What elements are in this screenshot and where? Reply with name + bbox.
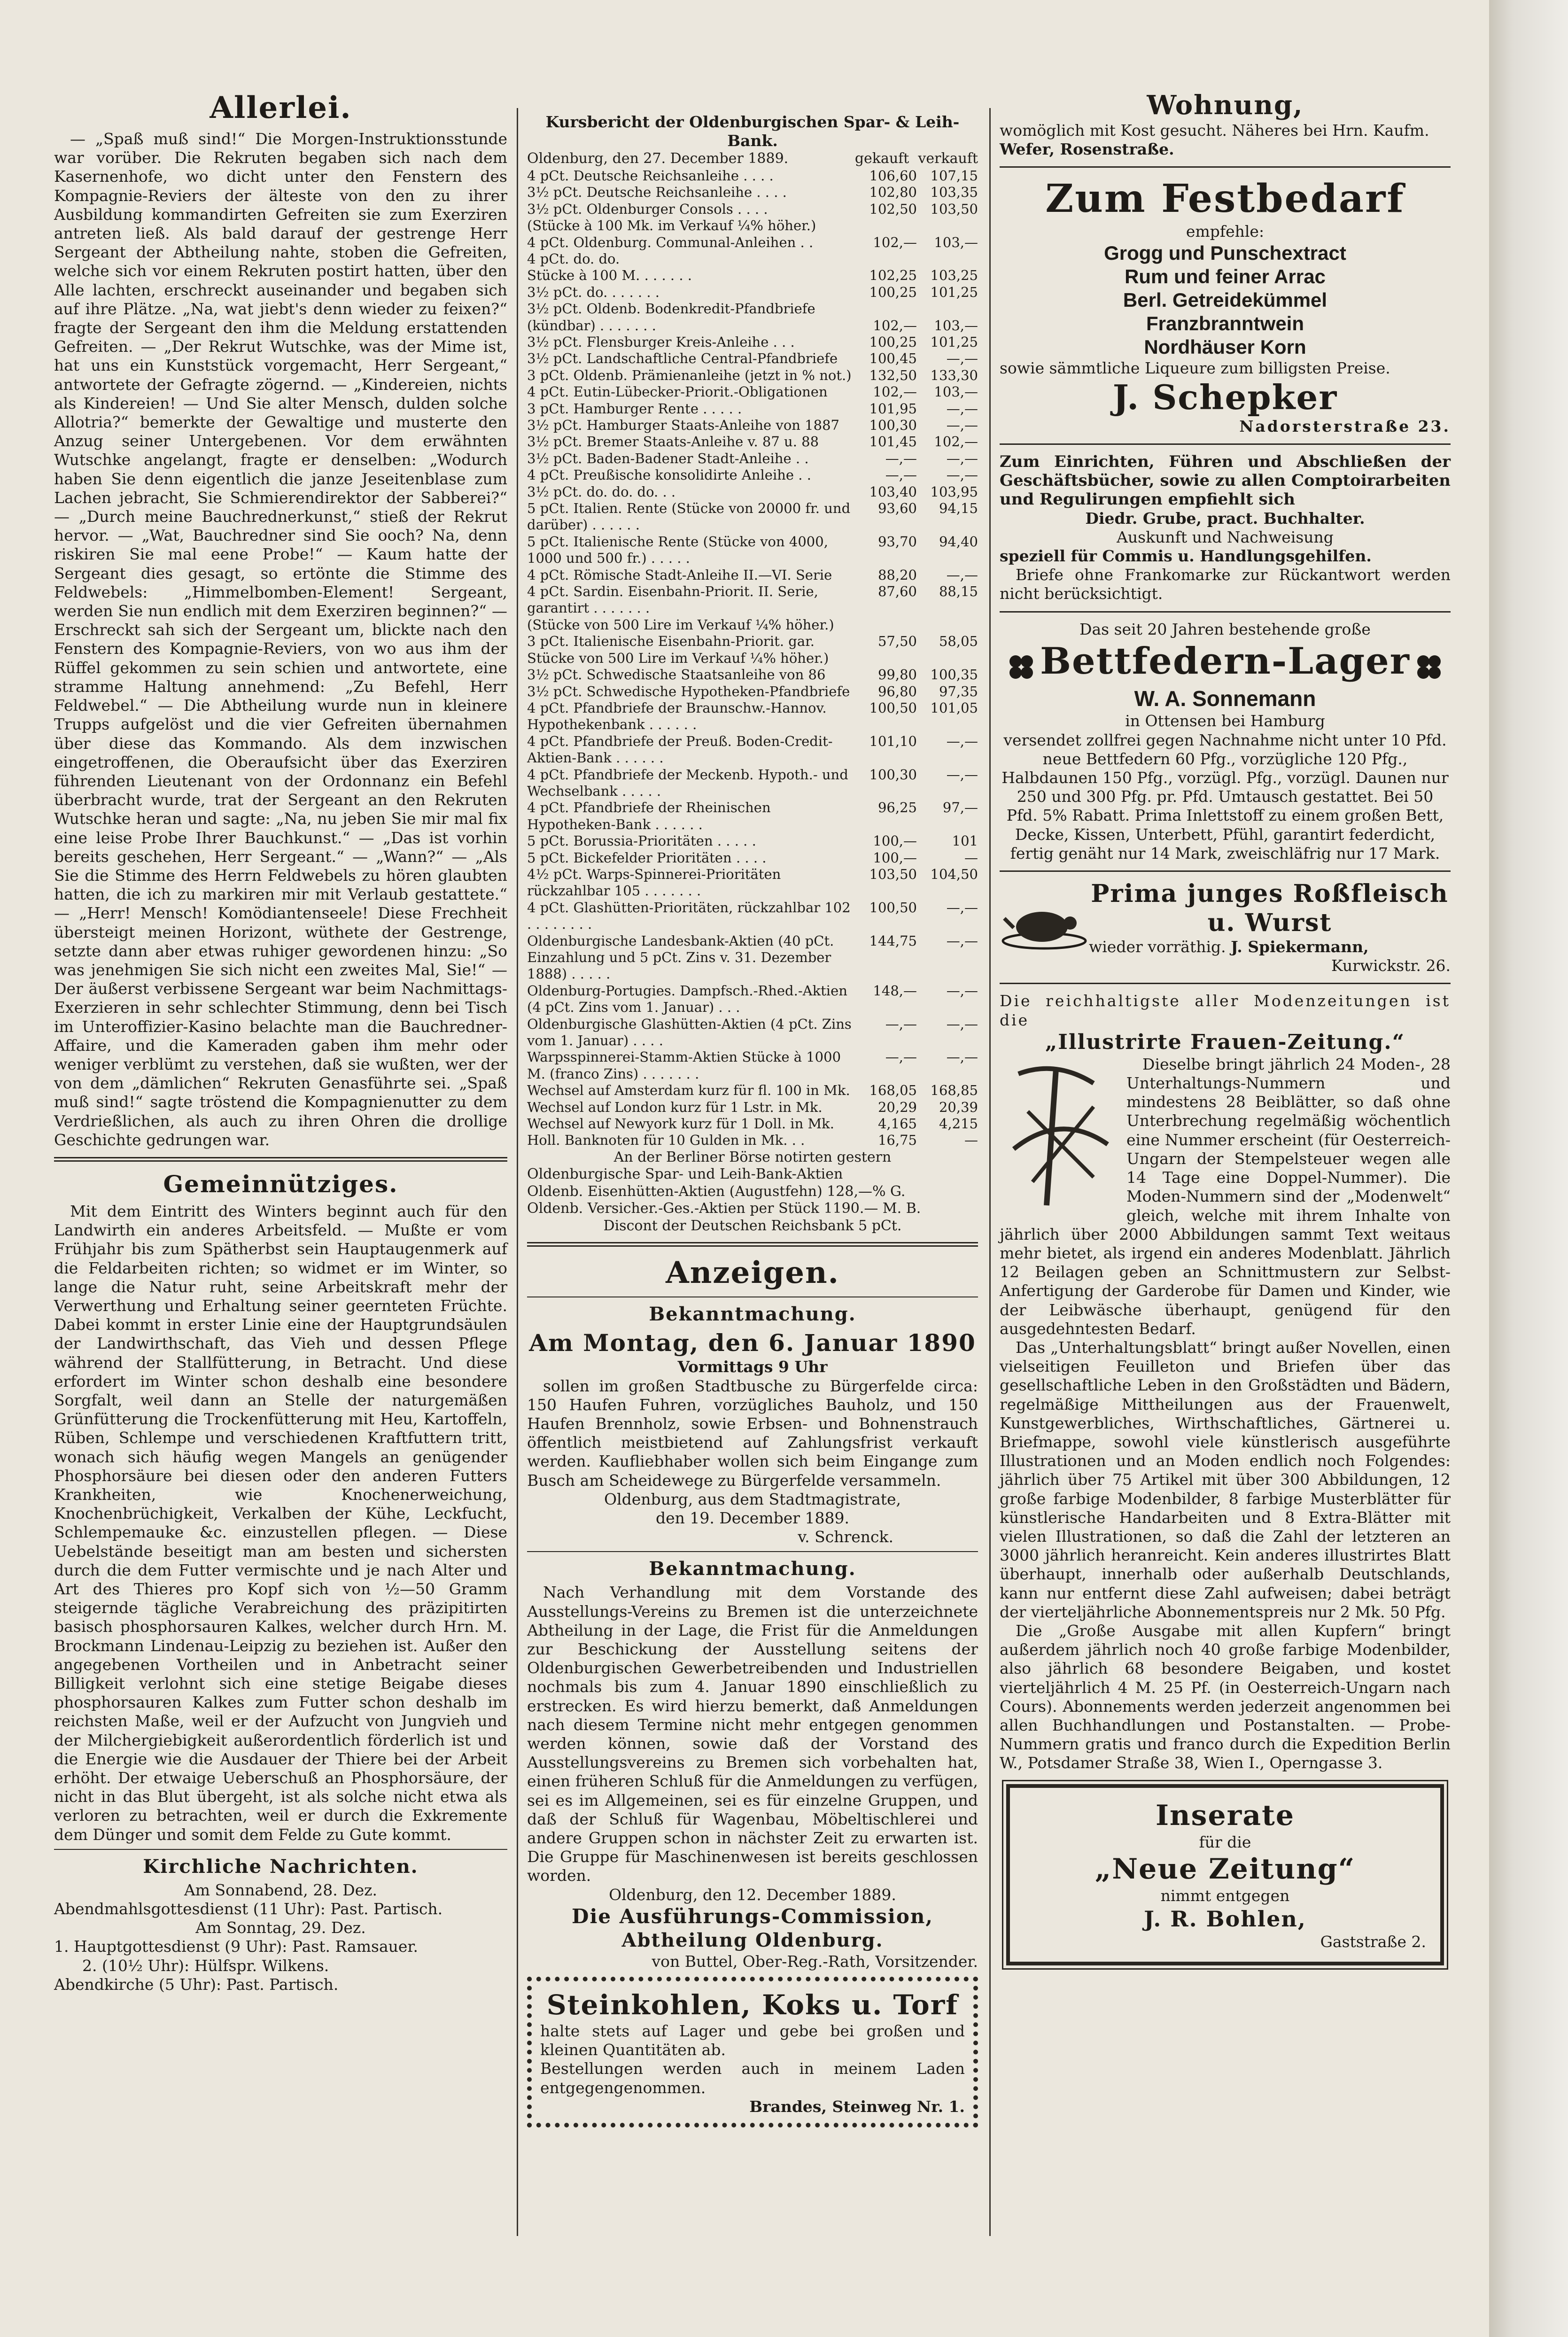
- bond-bought: 132,50: [869, 367, 917, 383]
- bond-row: [527, 633, 978, 650]
- bond-row: [527, 583, 978, 617]
- bond-sold: [917, 217, 978, 234]
- bond-row: [527, 1116, 978, 1132]
- bond-sold: —,—: [946, 567, 978, 583]
- bond-bought: 144,75: [869, 932, 917, 949]
- bond-bought: —,—: [885, 450, 917, 466]
- bond-row: [527, 833, 978, 849]
- column-rule: [989, 108, 991, 2236]
- bond-row: [527, 567, 978, 583]
- kirchliche-heading: Kirchliche Nachrichten.: [143, 1855, 419, 1878]
- bond-sold: —,—: [946, 733, 978, 749]
- bond-name: 3 pCt. Oldenb. Prämienanleihe (jetzt in % not.): [527, 367, 852, 383]
- bond-bought: 148,—: [873, 982, 917, 999]
- section-divider: [1000, 443, 1451, 445]
- bond-sold: 100,35: [930, 667, 978, 683]
- bond-row: [527, 1132, 978, 1149]
- grube-text: Zum Einrichten, Führen und Abschließen der Geschäftsbücher, sowie zu allen Comptoirarbeiten und Regulirungen empfiehlt sich: [1000, 452, 1451, 509]
- bekanntmachung-2-sign-2: Die Ausführungs-Commission,: [572, 1904, 933, 1928]
- bond-sold: —,—: [946, 1016, 978, 1032]
- bond-sold: 101,25: [930, 334, 978, 350]
- bond-name: 3½ pCt. Schwedische Staatsanleihe von 86: [527, 667, 826, 683]
- bond-row: [527, 733, 978, 767]
- bond-bought: 102,25: [869, 267, 917, 284]
- bond-sold: 101: [952, 833, 978, 849]
- bond-name: 3 pCt. Italienische Eisenbahn-Priorit. gar.: [527, 633, 815, 650]
- bekanntmachung-1-heading: Bekanntmachung.: [649, 1303, 856, 1326]
- bettfedern-text: versendet zollfrei gegen Nachnahme nicht unter 10 Pfd. neue Bettfedern 60 Pfg., vorzügliche 120 Pfg., Halbdaunen 150 Pfg., vorzügl. Pfg., vorzügl. Daunen nur 250 und 300 Pfg. pr. Pfd. Umtausch gestattet. Bei 50 Pfd. 5% Rabatt. Prima Inlettstoff zu einem großen Bett, Decke, Kissen, Unterbett, Pfühl, garantirt federdicht, fertig genäht nur 14 Mark, zweischläfrig nur 17 Mark.: [1001, 730, 1449, 862]
- bond-bought: 102,—: [873, 234, 917, 250]
- bond-row: [527, 534, 978, 567]
- section-divider: [527, 1242, 978, 1247]
- ham-illustration-icon: [1000, 900, 1089, 955]
- allerlei-heading: Allerlei.: [210, 90, 352, 125]
- bond-name: 3½ pCt. Baden-Badener Stadt-Anleihe . .: [527, 450, 809, 466]
- bond-name: 3½ pCt. Hamburger Staats-Anleihe von 1887: [527, 417, 839, 433]
- bond-name: 5 pCt. Italien. Rente (Stücke von 20000 fr. und darüber) . . . . . .: [527, 500, 851, 533]
- bekanntmachung-2-sign-1: Oldenburg, den 12. December 1889.: [609, 1885, 896, 1904]
- bond-row: [527, 217, 978, 234]
- bekanntmachung-1-time: Vormittags 9 Uhr: [677, 1358, 828, 1376]
- bond-name: 4 pCt. Römische Stadt-Anleihe II.—VI. Serie: [527, 567, 832, 583]
- bond-bought: 57,50: [877, 633, 917, 650]
- festbedarf-heading: Zum Festbedarf: [1045, 176, 1405, 222]
- bond-row: [527, 700, 978, 733]
- bond-name: 4 pCt. Eutin-Lübecker-Priorit.-Obligationen: [527, 384, 828, 400]
- flower-ornament-icon: [1007, 653, 1035, 685]
- bond-name: Wechsel auf Amsterdam kurz für fl. 100 in Mk.: [527, 1082, 850, 1099]
- schepker-address: Nadorsterstraße 23.: [1239, 417, 1451, 435]
- bond-bought: 99,80: [877, 667, 917, 683]
- bond-bought: 101,10: [869, 733, 917, 749]
- bettfedern-intro: Das seit 20 Jahren bestehende große: [1079, 620, 1371, 638]
- bond-sold: 101,05: [930, 699, 978, 716]
- bond-sold: 103,25: [930, 267, 978, 284]
- bond-sold: —,—: [946, 450, 978, 466]
- bond-sold: —,—: [946, 417, 978, 433]
- bond-bought: 100,30: [869, 417, 917, 433]
- bond-row: [527, 301, 978, 317]
- bond-bought: 100,45: [869, 350, 917, 367]
- bond-bought: 87,60: [877, 583, 917, 600]
- inserate-address: Gaststraße 2.: [1320, 1933, 1426, 1951]
- bond-sold: —: [964, 1132, 978, 1149]
- column-middle: [527, 113, 978, 2133]
- festbedarf-item: Grogg und Punschextract: [1104, 241, 1346, 264]
- grube-name: Diedr. Grube, pract. Buchhalter.: [1085, 509, 1365, 528]
- bond-sold: —,—: [946, 766, 978, 783]
- bond-row: [527, 1082, 978, 1099]
- bond-row: [527, 318, 978, 334]
- bond-sold: 103,—: [934, 234, 978, 250]
- bond-sold: —,—: [946, 982, 978, 999]
- berliner-line-1: An der Berliner Börse notirten gestern: [613, 1149, 892, 1165]
- bond-row: [527, 1016, 978, 1049]
- bond-bought: 103,50: [869, 866, 917, 882]
- inserate-fuer: für die: [1199, 1832, 1251, 1851]
- bond-sold: 103,35: [930, 184, 978, 201]
- bond-bought: [856, 617, 917, 633]
- bond-bought: [856, 217, 917, 234]
- rossfleisch-ad: [1000, 879, 1451, 975]
- bond-name: 4½ pCt. Warps-Spinnerei-Prioritäten rückzahlbar 105 . . . . . . .: [527, 866, 781, 899]
- bond-name: Oldenburgische Glashütten-Aktien (4 pCt. Zins vom 1. Januar) . . . .: [527, 1016, 852, 1049]
- section-divider: [527, 1551, 978, 1552]
- bond-sold: 101,25: [930, 284, 978, 300]
- bond-sold: 94,40: [939, 533, 978, 550]
- bond-bought: 101,45: [869, 434, 917, 450]
- bond-row: [527, 683, 978, 700]
- bond-row: [527, 617, 978, 633]
- anzeigen-heading: Anzeigen.: [666, 1255, 839, 1291]
- bond-sold: 103,50: [930, 201, 978, 217]
- kurs-header-bought: gekauft: [854, 150, 909, 167]
- steinkohlen-sign: Brandes, Steinweg Nr. 1.: [749, 2097, 965, 2116]
- bond-sold: 88,15: [939, 583, 978, 600]
- column-left: [54, 89, 507, 1994]
- bond-name: 3½ pCt. Deutsche Reichsanleihe . . . .: [527, 184, 787, 201]
- bettfedern-place: in Ottensen bei Hamburg: [1125, 712, 1325, 730]
- bond-row: [527, 650, 978, 667]
- bond-sold: 97,—: [942, 800, 978, 816]
- bond-sold: —,—: [946, 350, 978, 367]
- bond-bought: [856, 301, 917, 317]
- bond-bought: 100,50: [869, 899, 917, 916]
- bond-name: 4 pCt. Glashütten-Prioritäten, rückzahlbar 102 . . . . . . . .: [527, 899, 851, 932]
- bond-sold: 102,—: [934, 434, 978, 450]
- bond-sold: 168,85: [930, 1082, 978, 1099]
- bond-sold: —,—: [946, 932, 978, 949]
- bond-bought: 102,80: [869, 184, 917, 201]
- bond-row: [527, 767, 978, 800]
- bond-sold: [917, 617, 978, 633]
- discont-line: Discont der Deutschen Reichsbank 5 pCt.: [603, 1217, 902, 1234]
- grube-t3: speziell für Commis u. Handlungsgehilfen.: [1000, 547, 1372, 566]
- page-edge: [1489, 0, 1568, 2337]
- gemeinnuetziges-text: Mit dem Eintritt des Winters beginnt auch für den Landwirth ein anderes Arbeitsfeld. — Mußte er vom Frühjahr bis zum Spätherbst sein Hauptaugenmerk auf die Feldarbeiten richten; so widmet er im Winter, so lange die Natur ruht, seine Arbeitskraft mehr der Verwerthung und Erhaltung seiner geernteten Früchte. Dabei kommt in erster Linie eine der Hauptgrundsäulen der Landwirthschaft, das Vieh und dessen Pflege während der Stallfütterung, in Betracht. Und diese erfordert im Winter schon deshalb eine besondere Sorgfalt, weil dann an Stelle der naturgemäßen Grünfütterung die Trockenfütterung mit Heu, Kartoffeln, Rüben, Schlempe und verschiedenen Kraftfuttern tritt, wonach sich häufig wegen Mangels an genügender Phosphorsäure bei diesen oder den anderen Futters Krankheiten, wie Knochenerweichung, Knochenbrüchigkeit, Verkalben der Kühe, Leckfucht, Schlempemauke &c. einzustellen pflegen. — Diese Uebelstände beseitigt man am besten und sichersten durch die dem Futter vermischte und je nach Alter und Art des Thieres pro Kopf sich von ½—50 Gramm steigernde tägliche Verabreichung des präzipitirten basisch phosphorsauren Kalkes, welcher durch Hrn. M. Brockmann Lindenau-Leipzig zu beziehen ist. Außer den angegebenen Vortheilen und in Anbetracht seiner Billigkeit verlohnt sich eine stetige Beigabe dieses phosphorsauren Kalkes zum Futter schon deshalb im reichsten Maße, weil er der Aufzucht von Jungvieh und der Milchergiebigkeit außerordentlich förderlich ist und die Energie wie die Ausdauer der Thiere bei der Arbeit erhöht. Der etwaige Ueberschuß an Phosphorsäure, der nicht in das Blut übergeht, ist als solche nicht etwa als verloren zu betrachten, weil er durch die Exkremente dem Dünger und somit dem Felde zu Gute kommt.: [54, 1202, 507, 1844]
- section-divider: [54, 1157, 507, 1162]
- bond-bought: 88,20: [877, 567, 917, 583]
- bond-sold: 20,39: [939, 1099, 978, 1115]
- bond-row: [527, 251, 978, 267]
- bond-sold: [917, 650, 978, 667]
- bond-name: 4 pCt. Preußische konsolidirte Anleihe . .: [527, 467, 811, 483]
- bond-name: 3½ pCt. Schwedische Hypotheken-Pfandbriefe: [527, 683, 850, 699]
- bond-name: Warpsspinnerei-Stamm-Aktien Stücke à 1000 M. (franco Zins) . . . . . . .: [527, 1049, 841, 1082]
- kirch-saturday-service: Abendmahlsgottesdienst (11 Uhr): Past. Partisch.: [54, 1900, 443, 1918]
- bond-name: 4 pCt. Pfandbriefe der Preuß. Boden-Credit-Aktien-Bank . . . . . .: [527, 733, 833, 766]
- bond-name: Stücke à 100 M. . . . . . .: [527, 267, 692, 284]
- bond-row: [527, 334, 978, 350]
- festbedarf-item: Nordhäuser Korn: [1144, 335, 1306, 358]
- bond-row: [527, 367, 978, 384]
- bettfedern-heading-row: [1000, 639, 1451, 686]
- bond-name: Holl. Banknoten für 10 Gulden in Mk. . .: [527, 1132, 805, 1149]
- bond-name: 3½ pCt. do. . . . . . .: [527, 284, 660, 300]
- festbedarf-items: [1000, 241, 1451, 359]
- bond-bought: 102,50: [869, 201, 917, 217]
- bond-row: [527, 350, 978, 367]
- bettfedern-name: W. A. Sonnemann: [1134, 686, 1316, 711]
- steinkohlen-text-2: Bestellungen werden auch in meinem Laden entgegengenommen.: [540, 2059, 965, 2097]
- bekanntmachung-1-sign-3: v. Schrenck.: [798, 1528, 893, 1546]
- bond-row: [527, 850, 978, 866]
- bond-row: [527, 900, 978, 933]
- bond-name: 3½ pCt. Oldenburger Consols . . . .: [527, 201, 768, 217]
- bond-row: [527, 933, 978, 983]
- bond-sold: [917, 251, 978, 267]
- bond-row: [527, 484, 978, 500]
- inserate-heading: Inserate: [1155, 1799, 1295, 1832]
- bond-row: [527, 983, 978, 1016]
- bond-row: [527, 1099, 978, 1116]
- kursbericht-date: Oldenburg, den 27. December 1889.: [527, 150, 789, 167]
- bekanntmachung-1-date: Am Montag, den 6. Januar 1890: [529, 1329, 976, 1357]
- section-divider: [1000, 166, 1451, 168]
- bond-name: (Stücke à 100 Mk. im Verkauf ¼% höher.): [527, 217, 816, 234]
- bond-bought: 96,80: [877, 683, 917, 699]
- bond-name: 5 pCt. Bickefelder Prioritäten . . . .: [527, 849, 767, 866]
- berliner-line-3: Oldenb. Eisenhütten-Aktien (Augustfehn) 128,—% G.: [527, 1183, 906, 1200]
- festbedarf-item: Berl. Getreidekümmel: [1123, 288, 1327, 311]
- bond-bought: 100,—: [873, 849, 917, 866]
- kirch-sunday-service-3: Abendkirche (5 Uhr): Past. Partisch.: [54, 1975, 339, 1994]
- bond-row: [527, 866, 978, 900]
- rossfleisch-heading: Prima junges Roßfleisch u. Wurst: [1091, 879, 1449, 938]
- bond-sold: 103,—: [934, 317, 978, 334]
- kirch-sunday: Am Sonntag, 29. Dez.: [195, 1918, 366, 1937]
- column-right: [1000, 89, 1451, 1977]
- allerlei-text: — „Spaß muß sind!“ Die Morgen-Instruktionsstunde war vorüber. Die Rekruten begaben sich nach dem Kasernenhofe, wo dicht unter den Fenstern des Kompagnie-Reviers der älteste von den zu ihrer Ausbildung kommandirten Gefreiten sie zum Exerziren antreten ließ. Als bald darauf der gestrenge Herr Sergeant der Abtheilung nahte, stoben die Gefreiten, welche sich vor einem Rekruten postirt hatten, über den Alle lachten, erschreckt auseinander und begaben sich auf ihre Plätze. „Na, wat jiebt's denn wieder zu feixen?“ fragte der Sergeant den ihm die Meldung erstattenden Gefreiten. — „Der Rekrut Wutschke, was der Mime ist, hat uns ein Kunststück vorgemacht, Herr Sergeant,“ antwortete der Gefragte zögernd. — „Kindereien, nichts als Kindereien! — Und Sie alter Mensch, dulden solche Allotria?“ bemerkte der Gewaltige und musterte den Anzug seiner Untergebenen. Vor dem erwähnten Wutschke angelangt, fragte er denselben: „Wodurch haben Sie denn eigentlich die janze Jeseitenblase zum Lachen jebracht, Sie Schmierendirektor der Sabberei?“ — „Durch meine Bauchrednerkunst,“ stieß der Rekrut hervor. — „Wat, Bauchredner sind Sie ooch? Na, denn riskiren Sie mal eene Probe!“ — Kaum hatte der Sergeant dies gesagt, so ertönte die Stimme des Feldwebels: „Himmelbomben-Element! Sergeant, werden Sie nun endlich mit dem Exerziren beginnen?“ — Erschreckt sah sich der Sergeant um, blickte nach den Fenstern des Kompagnie-Reviers, von wo aus ihm der Rüffel gekommen zu sein schien und antwortete, eine stramme Haltung annehmend: „Zu Befehl, Herr Feldwebel.“ — Die Abtheilung wurde nun in kleinere Trupps aufgelöst und die vier Gefreiten übernahmen über diese das Kommando. Als dem inzwischen eingetroffenen, die Oberaufsicht über das Exerziren führenden Lieutenant von der Ordonnanz ein Befehl überbracht wurde, trat der Sergeant an den Rekruten Wutschke heran und sagte: „Na, nu jeben Sie mir mal fix eine leise Probe Ihrer Bauchkunst.“ — „Das ist vorhin bereits geschehen, Herr Sergeant.“ — „Wann?“ — „Als Sie die Stimme des Herrn Feldwebels zu hören glaubten hatten, die ich zu markiren mir mit Verlaub gestattete.“ — „Herr! Mensch! Komödiantenseele! Diese Frechheit übersteigt meinen Horizont, wüthete der Gestrenge, setzte dann aber etwas ruhiger gewordenen hinzu: „So was jenehmigen Sie sich nicht een zweites Mal, Sie!“ — Der äußerst verbissene Sergeant war beim Nachmittags-Exerzieren in sehr schlechter Stimmung, denn bei Tisch im Unteroffizier-Kasino belachte man die Bauchredner-Affaire, und die Kameraden gaben ihm mehr oder weniger verblümt zu verstehen, daß sie wußten, wer der von dem „dämlichen“ Rekruten Genasführte sei. „Spaß muß sind!“ sagte tröstend die Kompagnienutter zu dem Verdrießlichen, als auch zu ihren Ohren die drollige Geschichte gedrungen war.: [54, 130, 507, 1149]
- bekanntmachung-1-sign-1: Oldenburg, aus dem Stadtmagistrate,: [604, 1490, 901, 1508]
- kirch-sunday-service-1: 1. Hauptgottesdienst (9 Uhr): Past. Ramsauer.: [54, 1937, 419, 1956]
- bond-name: 4 pCt. Pfandbriefe der Rheinischen Hypotheken-Bank . . . . . .: [527, 800, 771, 832]
- berliner-line-2: Oldenburgische Spar- und Leih-Bank-Aktien: [527, 1166, 843, 1183]
- moden-text-2: Das „Unterhaltungsblatt“ bringt außer Novellen, einen vielseitigen Feuilleton und Briefen über das gesellschaftliche Leben in den Großstädten und Bädern, regelmäßige Mittheilungen aus der Frauenwelt, Kunstgewerbliches, Wirthschaftliches, Gärtnerei u. Briefmappe, sowohl viele künstlerisch ausgeführte Illustrationen und an Moden endlich noch Folgendes: jährlich über 75 Artikel mit über 300 Abbildungen, 12 große farbige Modenbilder, 8 farbige Musterblätter für künstlerische Handarbeiten und 8 Extra-Blätter mit vielen Illustrationen, so daß die Zahl der letzteren an 3000 jährlich heranreicht. Kein anderes illustrirtes Blatt überhaupt, innerhalb oder außerhalb Deutschlands, kann nur entfernt diese Zahl aufweisen; dabei beträgt der vierteljährliche Abonnementspreis nur 2 Mk. 50 Pfg.: [1000, 1338, 1451, 1621]
- bond-row: [527, 667, 978, 683]
- bekanntmachung-2-text: Nach Verhandlung mit dem Vorstande des Ausstellungs-Vereins zu Bremen ist die unterzeichnete Abtheilung in der Lage, die Frist für die Anmeldungen zur Beschickung der Ausstellung seitens der Oldenburgischen Gewerbetreibenden und Industriellen nochmals bis zum 4. Januar 1890 einschließlich zu erstrecken. Es wird hierzu bemerkt, daß Anmeldungen nach diesem Termine nicht mehr entgegen genommen werden können, sowie daß der Vorstand des Ausstellungsvereins zu Bremen sich vorbehalten hat, einen früheren Schluß für die Anmeldungen zu verfügen, sei es im Allgemeinen, sei es für einzelne Gruppen, und daß der Schluß für Wagenbau, Möbeltischlerei und andere Gruppen schon in nächster Zeit zu erwarten ist. Die Gruppe für Maschinenwesen ist bereits geschlossen worden.: [527, 1583, 978, 1885]
- bond-name: (Stücke von 500 Lire im Verkauf ¼% höher.): [527, 616, 834, 633]
- bond-row: [527, 401, 978, 417]
- column-rule: [517, 108, 518, 2236]
- grube-t2: Auskunft und Nachweisung: [1117, 528, 1334, 546]
- flower-ornament-icon: [1415, 653, 1443, 685]
- bond-sold: 103,—: [934, 384, 978, 400]
- bond-sold: —: [964, 849, 978, 866]
- bond-row: [527, 201, 978, 217]
- berliner-line-4: Oldenb. Versicher.-Ges.-Aktien per Stück 1190.— M. B.: [527, 1200, 921, 1217]
- festbedarf-item: Franzbranntwein: [1146, 312, 1304, 334]
- bond-sold: 94,15: [939, 500, 978, 517]
- bond-bought: 100,—: [873, 833, 917, 849]
- bond-name: 4 pCt. do. do.: [527, 250, 620, 267]
- moden-intro: Die reichhaltigste aller Modenzeitungen ist die: [1000, 992, 1451, 1029]
- wohnung-text: womöglich mit Kost gesucht. Näheres bei Hrn. Kaufm.: [1000, 121, 1429, 140]
- bond-sold: 4,215: [939, 1116, 978, 1132]
- kursbericht-date-row: [527, 150, 978, 168]
- bond-row: [527, 500, 978, 534]
- monogram-illustration-icon: [1000, 1055, 1117, 1219]
- bond-row: [527, 1049, 978, 1082]
- bond-name: 3½ pCt. Landschaftliche Central-Pfandbriefe: [527, 350, 838, 367]
- bond-sold: 97,35: [939, 683, 978, 699]
- kursbericht-heading: Kursbericht der Oldenburgischen Spar- & Leih-Bank.: [545, 113, 960, 150]
- section-divider: [1000, 611, 1451, 613]
- section-divider: [1000, 870, 1451, 872]
- festbedarf-item: Rum und feiner Arrac: [1125, 265, 1326, 287]
- bond-bought: 102,—: [873, 317, 917, 334]
- bond-name: 3½ pCt. do. do. do. . .: [527, 483, 676, 500]
- grube-t4: Briefe ohne Frankomarke zur Rückantwort werden nicht berücksichtigt.: [1000, 566, 1451, 603]
- bond-sold: 58,05: [939, 633, 978, 650]
- bond-row: [527, 267, 978, 284]
- bond-sold: [917, 301, 978, 317]
- bond-name: Wechsel auf London kurz für 1 Lstr. in Mk.: [527, 1099, 823, 1115]
- bond-bought: 100,25: [869, 284, 917, 300]
- bond-sold: —,—: [946, 1049, 978, 1065]
- kurs-headers: [855, 150, 978, 168]
- bond-bought: [856, 650, 917, 667]
- bond-name: 5 pCt. Italienische Rente (Stücke von 4000, 1000 und 500 fr.) . . . . .: [527, 533, 828, 567]
- bond-bought: 106,60: [869, 167, 917, 184]
- inserate-paper: „Neue Zeitung“: [1094, 1852, 1356, 1886]
- bond-name: 3½ pCt. Flensburger Kreis-Anleihe . . .: [527, 334, 795, 350]
- rossfleisch-name: J. Spiekermann,: [1231, 938, 1369, 956]
- kurs-header-sold: verkauft: [918, 150, 978, 167]
- moden-text: Dieselbe bringt jährlich 24 Moden-, 28 Unterhaltungs-Nummern und mindestens 28 Beiblätter, so daß ohne Unterbrechung regelmäßig wöchentlich eine Nummer erscheint (für Oesterreich-Ungarn der Stempelsteuer wegen alle 14 Tage eine Doppel-Nummer). Die Moden-Nummern sind der „Modenwelt“ gleich, welche mit ihrem Inhalte von jährlich über 2000 Abbildungen sammt Text weitaus mehr bietet, als irgend ein anderes Modenblatt. Jährlich 12 Beilagen geben an Schnittmustern zur Selbst-Anfertigung der Garderobe für Damen und Kinder, wie der Leibwäsche überhaupt, genügend für den ausgedehntesten Bedarf.: [1000, 1055, 1451, 1338]
- bond-bought: —,—: [885, 1049, 917, 1065]
- bond-sold: 104,50: [930, 866, 978, 882]
- bond-name: Oldenburgische Landesbank-Aktien (40 pCt. Einzahlung und 5 pCt. Zins v. 31. Dezember 1888) . . . . .: [527, 932, 834, 982]
- bond-name: 3½ pCt. Bremer Staats-Anleihe v. 87 u. 88: [527, 434, 819, 450]
- bond-name: Stücke von 500 Lire im Verkauf ¼% höher.): [527, 650, 829, 666]
- steinkohlen-heading: Steinkohlen, Koks u. Torf: [546, 1989, 959, 2021]
- bond-bought: 101,95: [869, 400, 917, 417]
- bond-row: [527, 168, 978, 184]
- section-divider: [54, 1849, 507, 1850]
- bond-row: [527, 417, 978, 434]
- bond-name: 4 pCt. Pfandbriefe der Braunschw.-Hannov. Hypothekenbank . . . . . .: [527, 699, 827, 733]
- bond-row: [527, 450, 978, 467]
- bond-bought: 102,—: [873, 384, 917, 400]
- bond-bought: 168,05: [869, 1082, 917, 1099]
- bond-row: [527, 467, 978, 483]
- bond-name: Oldenburg-Portugies. Dampfsch.-Rhed.-Aktien (4 pCt. Zins vom 1. Januar) . . .: [527, 982, 847, 1016]
- section-divider: [1000, 983, 1451, 984]
- bond-row: [527, 800, 978, 833]
- bond-name: 3 pCt. Hamburger Rente . . . . .: [527, 400, 742, 417]
- rossfleisch-body: [1089, 879, 1451, 975]
- bond-bought: 93,60: [877, 500, 917, 517]
- bond-sold: 103,95: [930, 483, 978, 500]
- festbedarf-empfehle: empfehle:: [1186, 222, 1265, 241]
- bond-name: 5 pCt. Borussia-Prioritäten . . . . .: [527, 833, 756, 849]
- bettfedern-heading: Bettfedern-Lager: [1040, 639, 1410, 683]
- bond-table: [527, 168, 978, 1149]
- steinkohlen-ad: [527, 1977, 978, 2127]
- bekanntmachung-1-sign-2: den 19. December 1889.: [655, 1509, 850, 1527]
- gemeinnuetziges-heading: Gemeinnütziges.: [163, 1170, 398, 1198]
- schepker-name: J. Schepker: [1112, 377, 1338, 417]
- bond-bought: 93,70: [877, 533, 917, 550]
- bond-row: [527, 284, 978, 301]
- bond-bought: 103,40: [869, 483, 917, 500]
- bond-name: 4 pCt. Oldenburg. Communal-Anleihen . .: [527, 234, 814, 250]
- bond-bought: 96,25: [877, 800, 917, 816]
- steinkohlen-text: halte stets auf Lager und gebe bei großen und kleinen Quantitäten ab.: [540, 2022, 965, 2059]
- kirch-sunday-service-2: 2. (10½ Uhr): Hülfspr. Wilkens.: [82, 1956, 329, 1975]
- bond-name: Wechsel auf Newyork kurz für 1 Doll. in Mk.: [527, 1116, 834, 1132]
- bond-name: (kündbar) . . . . . . .: [527, 317, 656, 334]
- bond-bought: 20,29: [877, 1099, 917, 1115]
- bond-sold: —,—: [946, 899, 978, 916]
- bekanntmachung-2-sign-4: von Buttel, Ober-Reg.-Rath, Vorsitzender.: [652, 1952, 978, 1971]
- rossfleisch-line: [1089, 938, 1451, 956]
- inserate-name: J. R. Bohlen,: [1144, 1906, 1306, 1932]
- bond-sold: 133,30: [930, 367, 978, 383]
- wohnung-name: Wefer, Rosenstraße.: [1000, 140, 1174, 159]
- bekanntmachung-2-sign-3: Abtheilung Oldenburg.: [621, 1929, 884, 1951]
- bond-bought: 4,165: [877, 1116, 917, 1132]
- bond-bought: 100,30: [869, 766, 917, 783]
- bond-bought: —,—: [885, 1016, 917, 1032]
- bond-bought: 16,75: [877, 1132, 917, 1149]
- bond-sold: —,—: [946, 467, 978, 483]
- bond-bought: 100,25: [869, 334, 917, 350]
- bond-sold: 107,15: [930, 167, 978, 184]
- moden-text-3: Die „Große Ausgabe mit allen Kupfern“ bringt außerdem jährlich noch 40 große farbige Modenbilder, also jährlich 68 besondere Beigaben, und kostet vierteljährlich 4 M. 25 Pf. (in Oesterreich-Ungarn nach Cours). Abonnements werden jederzeit angenommen bei allen Buchhandlungen und Postanstalten. — Probe-Nummern gratis und franco durch die Expedition Berlin W., Potsdamer Straße 38, Wien I., Operngasse 3.: [1000, 1621, 1451, 1772]
- bekanntmachung-2-heading: Bekanntmachung.: [649, 1558, 856, 1580]
- bond-row: [527, 384, 978, 400]
- kirch-saturday: Am Sonnabend, 28. Dez.: [184, 1880, 378, 1899]
- bond-sold: —,—: [946, 400, 978, 417]
- wohnung-heading: Wohnung,: [1147, 90, 1304, 121]
- inserate-box: [1006, 1784, 1444, 1966]
- bond-row: [527, 234, 978, 251]
- rossfleisch-text: wieder vorräthig.: [1089, 938, 1226, 956]
- festbedarf-sowie: sowie sämmtliche Liqueure zum billigsten Preise.: [1000, 358, 1390, 377]
- bond-name: 4 pCt. Deutsche Reichsanleihe . . . .: [527, 167, 774, 184]
- moden-heading: „Illustrirte Frauen-Zeitung.“: [1045, 1030, 1405, 1054]
- bond-bought: 100,50: [869, 699, 917, 716]
- bond-row: [527, 434, 978, 450]
- bond-name: 4 pCt. Sardin. Eisenbahn-Priorit. II. Serie, garantirt . . . . . . .: [527, 583, 818, 616]
- bond-row: [527, 184, 978, 201]
- inserate-nimmt: nimmt entgegen: [1160, 1886, 1290, 1905]
- bond-name: 3½ pCt. Oldenb. Bodenkredit-Pfandbriefe: [527, 301, 815, 317]
- bond-name: 4 pCt. Pfandbriefe der Meckenb. Hypoth.- und Wechselbank . . . . .: [527, 766, 848, 799]
- rossfleisch-address: Kurwickstr. 26.: [1331, 956, 1451, 975]
- bekanntmachung-1-text: sollen im großen Stadtbusche zu Bürgerfelde circa: 150 Haufen Fuhren, vorzügliches Bauholz, und 150 Haufen Brennholz, sowie Erbsen- und Bohnenstrauch öffentlich meistbietend auf Zahlungsfrist verkauft werden. Kaufliebhaber wollen sich beim Eingange zum Busch am Scheidewege zu Bürgerfelde versammeln.: [527, 1376, 978, 1490]
- bond-bought: [856, 251, 917, 267]
- bond-bought: —,—: [885, 467, 917, 483]
